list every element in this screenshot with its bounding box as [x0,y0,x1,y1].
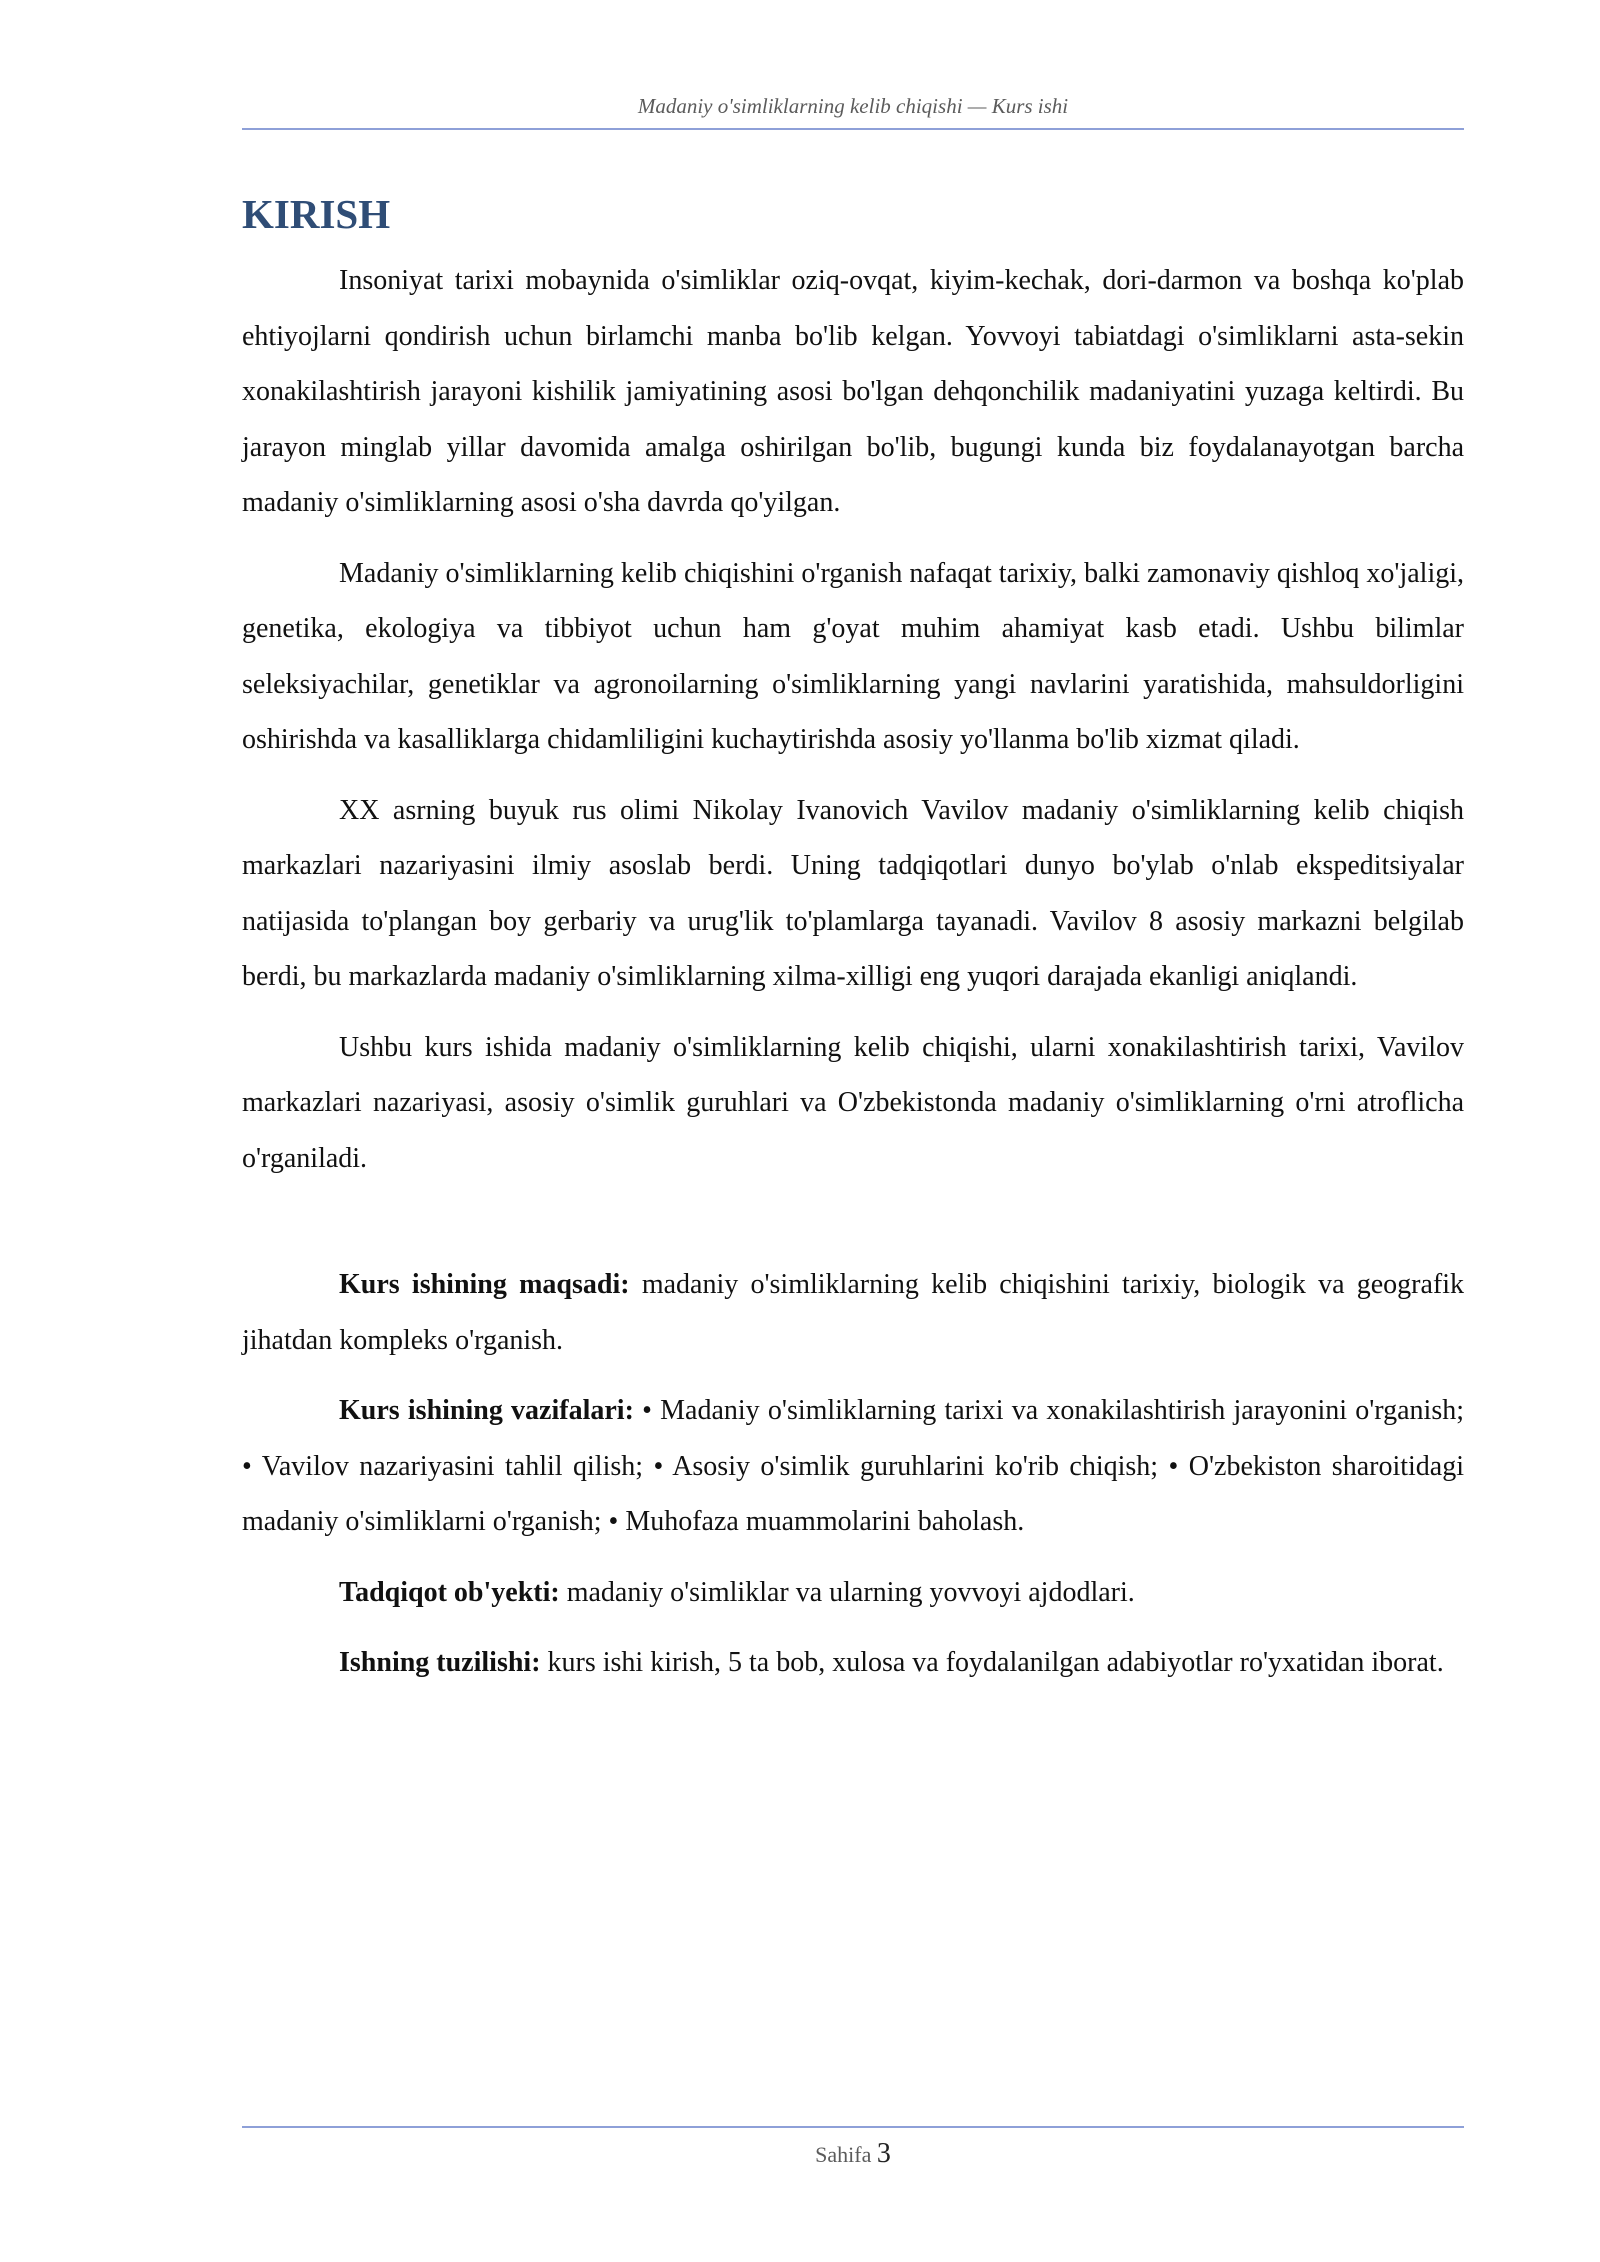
page-content [242,190,1464,1706]
intro-paragraph-3: XX asrning buyuk rus olimi Nikolay Ivanovich Vavilov madaniy o'simliklarning kelib chiqish markazlari nazariyasini ilmiy asoslab berdi. Uning tadqiqotlari dunyo bo'ylab o'nlab ekspeditsiyalar natijasida to'plangan boy gerbariy va urug'lik to'plamlarga tayanadi. Vavilov 8 asosiy markazni belgilab berdi, bu markazlarda madaniy o'simliklarning xilma-xilligi eng yuqori darajada ekanligi aniqlandi. [242,794,1464,993]
structure-label: Ishning tuzilishi: [339,1647,541,1679]
running-header: Madaniy o'simliklarning kelib chiqishi — Kurs ishi [637,94,1069,118]
intro-paragraph-1: Insoniyat tarixi mobaynida o'simliklar oziq-ovqat, kiyim-kechak, dori-darmon va boshqa ko'plab ehtiyojlarni qondirish uchun birlamchi manba bo'lib kelgan. Yovvoyi tabiatdagi o'simliklarni asta-sekin xonakilashtirish jarayoni kishilik jamiyatining asosi bo'lgan dehqonchilik madaniyatini yuzaga keltirdi. Bu jarayon minglab yillar davomida amalga oshirilgan bo'lib, bugungi kunda biz foydalanayotgan barcha madaniy o'simliklarning asosi o'sha davrda qo'yilgan. [242,265,1464,519]
section-heading: KIRISH [242,191,391,237]
tasks-label: Kurs ishining vazifalari: [339,1395,634,1427]
intro-paragraph-4: Ushbu kurs ishida madaniy o'simliklarning kelib chiqishi, ularni xonakilashtirish tarixi, Vavilov markazlari nazariyasi, asosiy o'simlik guruhlari va O'zbekistonda madaniy o'simliklarning o'rni atroflicha o'rganiladi. [242,1031,1464,1174]
goal-text: madaniy o'simliklarning kelib chiqishini tarixiy, biologik va geografik jihatdan kompleks o'rganish. [242,1269,1465,1356]
tasks-text: • Madaniy o'simliklarning tarixi va xonakilashtirish jarayonini o'rganish; • Vavilov nazariyasini tahlil qilish; • Asosiy o'simlik guruhlarini ko'rib chiqish; • O'zbekiston sharoitidagi madaniy o'simliklarni o'rganish; • Muhofaza muammolarini baholash. [242,1395,1464,1538]
structure-text: kurs ishi kirish, 5 ta bob, xulosa va foydalanilgan adabiyotlar ro'yxatidan iborat. [547,1647,1444,1679]
page-footer [242,2138,1464,2170]
goal-paragraph [242,1257,1464,1368]
footer-divider [242,2126,1464,2128]
object-text: madaniy o'simliklar va ularning yovvoyi ajdodlari. [566,1576,1135,1608]
page-number: 3 [876,2138,891,2169]
object-label: Tadqiqot ob'yekti: [339,1576,560,1608]
tasks-paragraph [242,1383,1464,1550]
structure-paragraph [242,1635,1464,1691]
header-divider [242,128,1464,130]
page-label: Sahifa [815,2142,872,2167]
paragraph-spacer [242,1201,1464,1257]
object-paragraph [242,1565,1464,1621]
intro-paragraph-2: Madaniy o'simliklarning kelib chiqishini o'rganish nafaqat tarixiy, balki zamonaviy qishloq xo'jaligi, genetika, ekologiya va tibbiyot uchun ham g'oyat muhim ahamiyat kasb etadi. Ushbu bilimlar seleksiyachilar, genetiklar va agronoilarning o'simliklarning yangi navlarini yaratishida, mahsuldorligini oshirishda va kasalliklarga chidamliligini kuchaytirishda asosiy yo'llanma bo'lib xizmat qiladi. [242,557,1464,756]
goal-label: Kurs ishining maqsadi: [339,1269,630,1301]
